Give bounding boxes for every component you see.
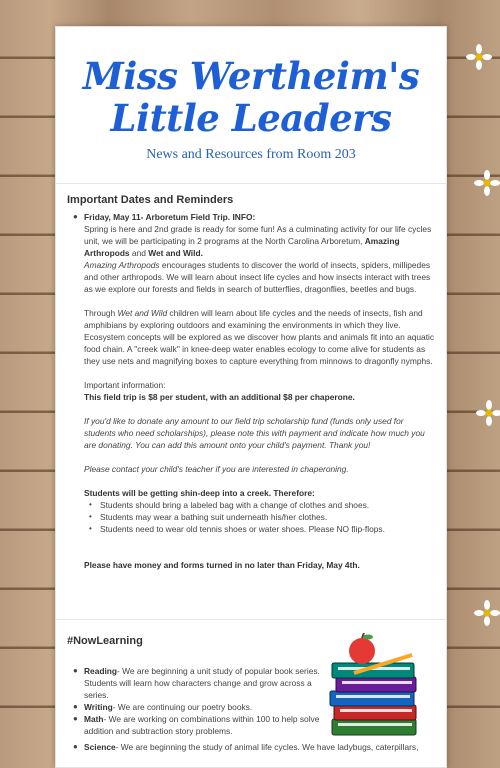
chaperone-text: Please contact your child's teacher if you are interested in chaperoning. <box>84 464 349 474</box>
daisy-flower-icon <box>474 600 500 626</box>
wet-and-wild-paragraph: Through Wet and Wild children will learn about life cycles and the needs of insects, fish and amphibians by exploring outdoors and examining the environments in which they live. Ecosystem concepts will be explored as we discover how plants and animals fit into an aquatic food chain. A "creek walk" in knee-deep water enables ecology to come alive for students as they use nets and magnifying boxes to capture everything from minnows to dragonfly nymphs. <box>84 308 435 366</box>
newsletter-header <box>56 27 446 193</box>
list-item: ● Writing- We are continuing our poetry books. <box>73 702 253 712</box>
newsletter-title <box>56 55 446 139</box>
info-label: Important information: <box>84 380 166 390</box>
newsletter-subtitle: News and Resources from Room 203 <box>146 147 356 162</box>
donation-text: If you'd like to donate any amount to our field trip scholarship fund (funds only used for students who need scholarships), please note this with payment and indicate how much you are donating. You can add this amount onto your child's payment. Thank you! <box>84 416 425 450</box>
field-trip-heading: Friday, May 11- Arboretum Field Trip. INFO: <box>84 212 256 222</box>
newsletter-card <box>55 26 447 768</box>
list-item: • Students should bring a labeled bag with a change of clothes and shoes. <box>89 500 370 510</box>
header-divider <box>56 183 446 184</box>
field-trip-intro: Spring is here and 2nd grade is ready for some fun! As a culminating activity for our life cycles unit, we will be participating in 2 programs at the North Carolina Arboretum, Amazing Arthropods and Wet and Wild. <box>84 224 432 258</box>
books-and-apple-icon <box>324 633 424 743</box>
section-divider <box>56 619 446 620</box>
dates-section-content <box>73 211 436 571</box>
list-item: • Students need to wear old tennis shoes or water shoes. Please NO flip-flops. <box>89 524 385 534</box>
daisy-flower-icon <box>466 44 492 70</box>
cost-text: This field trip is $8 per student, with an additional $8 per chaperone. <box>84 392 355 402</box>
dates-section-title: Important Dates and Reminders <box>67 194 234 206</box>
list-item: • Students may wear a bathing suit underneath his/her clothes. <box>89 512 328 522</box>
title-line-2: Little Leaders <box>110 96 392 140</box>
deadline-text: Please have money and forms turned in no later than Friday, May 4th. <box>84 560 360 570</box>
bullet-icon: ● <box>73 212 78 221</box>
list-item: ● Science- We are beginning the study of animal life cycles. We have ladybugs, caterpillars, <box>73 742 419 752</box>
list-item: ● Math- We are working on combinations within 100 to help solve addition and subtraction story problems. <box>73 714 320 736</box>
amazing-arthropods-paragraph: Amazing Arthropods encourages students to discover the world of insects, spiders, millipedes and other arthropods. We will learn about insect life cycles and how insects interact with trees as we explore our forests and fields in search of butterflies, dragonflies, beetles and bugs. <box>84 260 431 294</box>
learning-list <box>73 665 324 737</box>
title-line-1: Miss Wertheim's <box>82 54 420 98</box>
daisy-flower-icon <box>474 170 500 196</box>
creek-heading: Students will be getting shin-deep into a creek. Therefore: <box>84 488 315 498</box>
daisy-flower-icon <box>476 400 500 426</box>
learning-section-title: #NowLearning <box>67 635 143 647</box>
list-item: ● Reading- We are beginning a unit study of popular book series. Students will learn how characters change and grow across a series. <box>73 666 320 700</box>
